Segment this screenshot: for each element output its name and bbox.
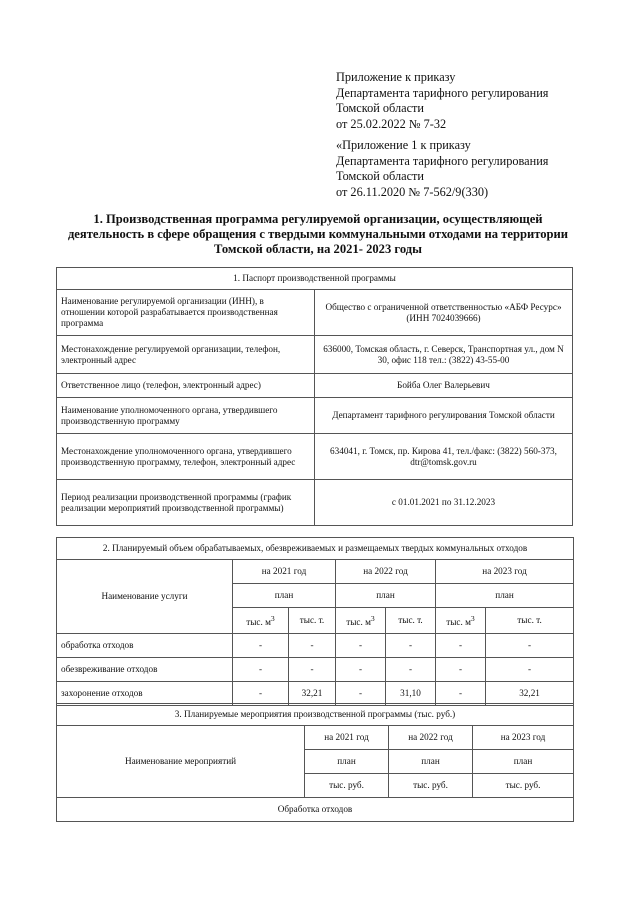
table-row [57,336,573,374]
passport-value: Бойба Олег Валерьевич [315,374,573,398]
passport-label: Наименование регулируемой организации (ИНН), в отношении которой разрабатывается производственная программа [57,290,315,336]
document-title: 1. Производственная программа регулируемой организации, осуществляющей деятельность в сфере обращения с твердыми коммунальными отходами на территории Томской области, на 2021- 2023 годы [67,212,569,256]
volume-cell: - [289,658,336,682]
volume-cell: - [289,634,336,658]
volumes-section-title: 2. Планируемый объем обрабатываемых, обезвреживаемых и размещаемых твердых коммунальных отходов [57,538,574,560]
volume-cell: - [233,682,289,706]
passport-label: Местонахождение регулируемой организации, телефон, электронный адрес [57,336,315,374]
subsection-title: Обработка отходов [57,798,574,822]
volume-cell: - [486,634,574,658]
unit-header-t: тыс. т. [386,608,436,634]
passport-label: Местонахождение уполномоченного органа, утвердившего производственную программу, телефон, электронный адрес [57,434,315,480]
unit-header-m3: тыс. $м^3$ [336,608,386,634]
passport-value: 636000, Томская область, г. Северск, Транспортная ул., дом N 30, офис 118 тел.: (3822) 43-55-00 [315,336,573,374]
volume-cell: - [233,658,289,682]
year-header: на 2021 год [233,560,336,584]
passport-value: с 01.01.2021 по 31.12.2023 [315,480,573,526]
plan-header: план [389,750,473,774]
passport-label: Ответственное лицо (телефон, электронный адрес) [57,374,315,398]
passport-label: Наименование уполномоченного органа, утвердившего производственную программу [57,398,315,434]
volume-cell: - [233,634,289,658]
unit-header: тыс. руб. [305,774,389,798]
volume-cell: 32,21 [289,682,336,706]
plan-header: план [305,750,389,774]
plan-header: план [473,750,574,774]
passport-value: Департамент тарифного регулирования Томской области [315,398,573,434]
year-header: на 2023 год [436,560,574,584]
passport-table [56,267,573,526]
volume-cell: - [436,682,486,706]
passport-section-title: 1. Паспорт производственной программы [57,268,573,290]
year-header: на 2022 год [389,726,473,750]
appendix-line: «Приложение 1 к приказу [336,138,471,152]
measure-name-header: Наименование мероприятий [57,726,305,798]
passport-value: 634041, г. Томск, пр. Кирова 41, тел./факс: (3822) 560-373, dtr@tomsk.gov.ru [315,434,573,480]
appendix-line: Томской области [336,101,424,115]
table-row [57,682,574,706]
unit-header-t: тыс. т. [289,608,336,634]
volume-cell: - [486,658,574,682]
year-header: на 2021 год [305,726,389,750]
measures-section-title: 3. Планируемые мероприятия производственной программы (тыс. руб.) [57,704,574,726]
year-header: на 2023 год [473,726,574,750]
volume-cell: - [436,634,486,658]
appendix-line: от 26.11.2020 № 7-562/9(330) [336,184,489,199]
plan-header: план [233,584,336,608]
service-name: обработка отходов [57,634,233,658]
appendix-line: Томской области [336,169,424,183]
service-name-header: Наименование услуги [57,560,233,634]
table-row [57,658,574,682]
table-row [57,634,574,658]
unit-header: тыс. руб. [389,774,473,798]
appendix-line: Департамента тарифного регулирования [336,85,549,100]
table-row [57,374,573,398]
table-row [57,480,573,526]
passport-label: Период реализации производственной программы (график реализации мероприятий производственной программы) [57,480,315,526]
appendix-line: от 25.02.2022 № 7-32 [336,116,447,131]
volume-cell: - [386,634,436,658]
volume-cell: - [336,682,386,706]
passport-value: Общество с ограниченной ответственностью «АБФ Ресурс» (ИНН 7024039666) [315,290,573,336]
unit-header-m3: тыс. $м^3$ [233,608,289,634]
service-name: обезвреживание отходов [57,658,233,682]
volume-cell: 31,10 [386,682,436,706]
plan-header: план [436,584,574,608]
volume-cell: - [336,634,386,658]
unit-header: тыс. руб. [473,774,574,798]
service-name: захоронение отходов [57,682,233,706]
table-row [57,290,573,336]
volume-cell: 32,21 [486,682,574,706]
appendix-original-block [336,138,596,200]
plan-header: план [336,584,436,608]
table-row [57,398,573,434]
unit-header-t: тыс. т. [486,608,574,634]
volumes-table [56,537,574,706]
volume-cell: - [386,658,436,682]
unit-header-m3: тыс. $м^3$ [436,608,486,634]
table-row [57,434,573,480]
measures-table [56,703,574,822]
appendix-line: Департамента тарифного регулирования [336,153,549,168]
appendix-order-block [336,70,596,132]
appendix-line: Приложение к приказу [336,70,456,84]
volume-cell: - [336,658,386,682]
volume-cell: - [436,658,486,682]
year-header: на 2022 год [336,560,436,584]
